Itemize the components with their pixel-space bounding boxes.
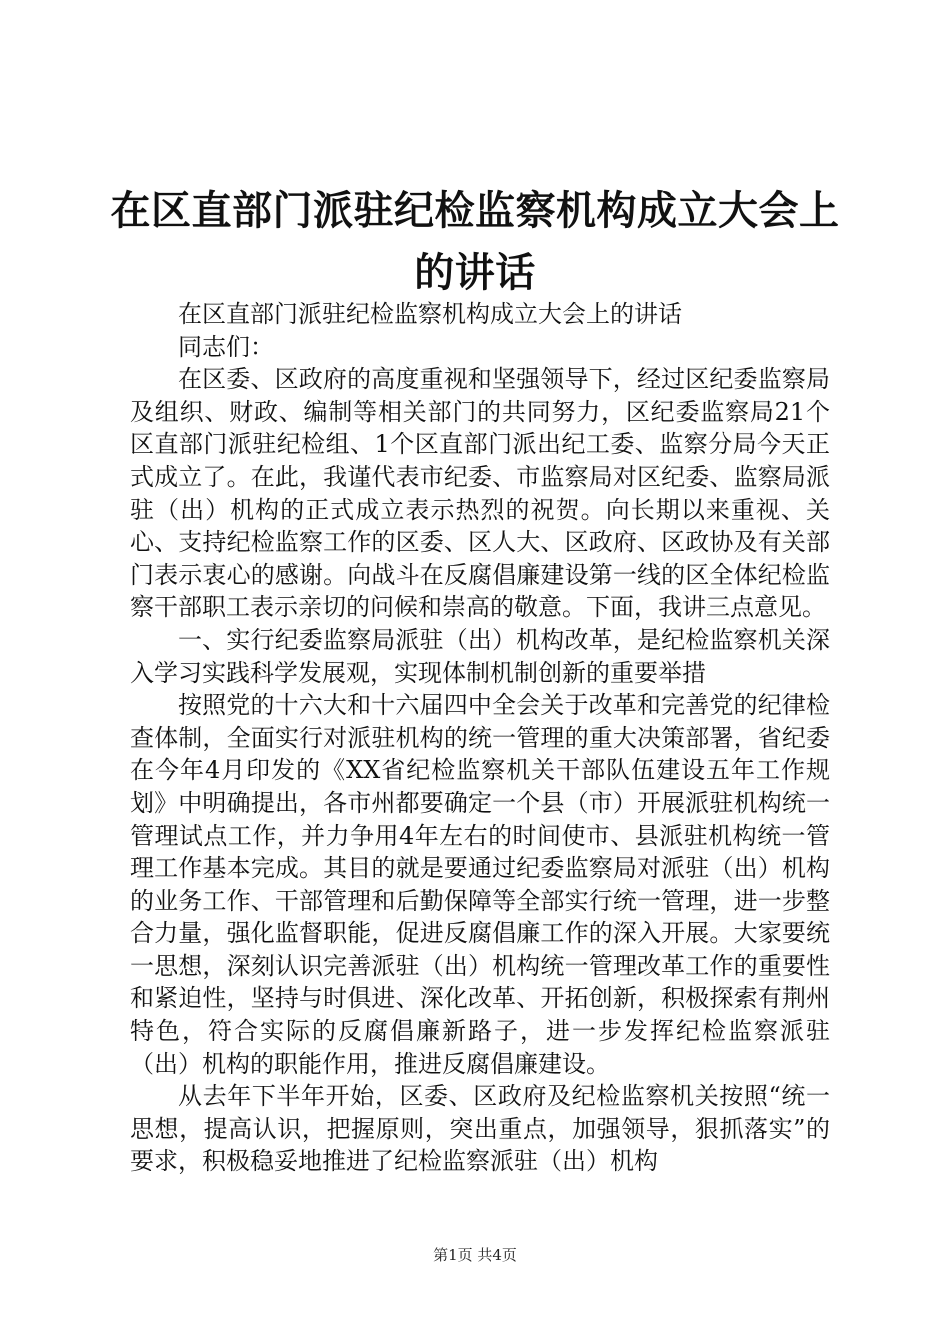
page-number-footer: 第1页 共4页 xyxy=(433,1246,517,1264)
body-paragraph: 从去年下半年开始，区委、区政府及纪检监察机关按照“统一思想，提高认识，把握原则，突出重点，加强领导，狠抓落实”的要求，积极稳妥地推进了纪检监察派驻（出）机构 xyxy=(130,1082,830,1176)
body-paragraph-salutation: 同志们： xyxy=(178,332,274,361)
body-paragraph: 按照党的十六大和十六届四中全会关于改革和完善党的纪律检查体制，全面实行对派驻机构的统一管理的重大决策部署，省纪委在今年4月印发的《XX省纪检监察机关干部队伍建设五年工作规划》中明确提出，各市州都要确定一个县（市）开展派驻机构统一管理试点工作，并力争用4年左右的时间使市、县派驻机构统一管理工作基本完成。其目的就是要通过纪委监察局对派驻（出）机构的业务工作、干部管理和后勤保障等全部实行统一管理，进一步整合力量，强化监督职能，促进反腐倡廉工作的深入开展。大家要统一思想，深刻认识完善派驻（出）机构统一管理改革工作的重要性和紧迫性，坚持与时俱进、深化改革、开拓创新，积极探索有荆州特色，符合实际的反腐倡廉新路子，进一步发挥纪检监察派驻（出）机构的职能作用，推进反腐倡廉建设。 xyxy=(130,691,830,1078)
body-paragraph-subtitle: 在区直部门派驻纪检监察机构成立大会上的讲话 xyxy=(178,300,682,328)
document-body xyxy=(130,298,830,1178)
body-paragraph-section-heading: 一、实行纪委监察局派驻（出）机构改革，是纪检监察机关深入学习实践科学发展观，实现体制机制创新的重要举措 xyxy=(130,625,830,687)
document-title: 在区直部门派驻纪检监察机构成立大会上的讲话 xyxy=(110,188,840,296)
body-paragraph: 在区委、区政府的高度重视和坚强领导下，经过区纪委监察局及组织、财政、编制等相关部门的共同努力，区纪委监察局21个区直部门派驻纪检组、1个区直部门派出纪工委、监察分局今天正式成立了。在此，我谨代表市纪委、市监察局对区纪委、监察局派驻（出）机构的正式成立表示热烈的祝贺。向长期以来重视、关心、支持纪检监察工作的区委、区人大、区政府、区政协及有关部门表示衷心的感谢。向战斗在反腐倡廉建设第一线的区全体纪检监察干部职工表示亲切的问候和崇高的敬意。下面，我讲三点意见。 xyxy=(130,365,830,622)
